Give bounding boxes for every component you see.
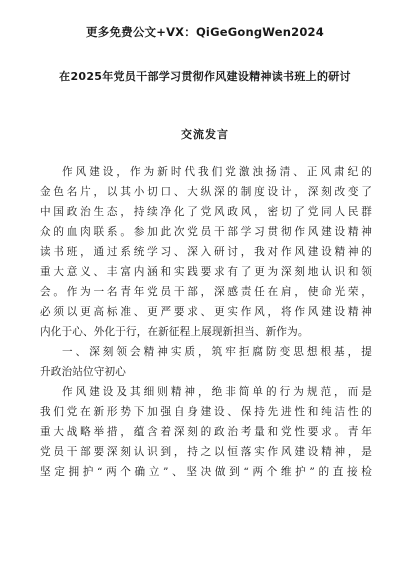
section-heading-line: 升政治站位守初心 (40, 366, 126, 378)
document-subtitle: 交流发言 (181, 128, 229, 141)
body-line: 重大战略举措，蕴含着深刻的政治考量和党性要求。青年 (40, 426, 372, 438)
body-line: 会。作为一名青年党员干部，深感责任在肩，使命光荣， (40, 286, 372, 298)
body-line: 内化于心、外化于行，在新征程上展现新担当、新作为。 (40, 326, 309, 338)
body-line: 金色名片，以其小切口、大纵深的制度设计，深刻改变了 (40, 186, 372, 198)
section-heading-line: 一、深刻领会精神实质，筑牢拒腐防变思想根基，提 (62, 346, 372, 358)
body-line: 重大意义、丰富内涵和实践要求有了更为深刻地认识和领 (40, 266, 372, 278)
body-line: 作风建设，作为新时代我们党激浊扬清、正风肃纪的 (62, 166, 372, 178)
header-note: 更多免费公文+VX：QiGeGongWen2024 (86, 25, 324, 39)
document-body (40, 162, 372, 482)
body-line: 众的血肉联系。参加此次党员干部学习贯彻作风建设精神 (40, 226, 372, 238)
body-line: 中国政治生态，持续净化了党风政风，密切了党同人民群 (40, 206, 372, 218)
body-line: 我们党在新形势下加强自身建设、保持先进性和纯洁性的 (40, 406, 372, 418)
body-line: 必须以更高标准、更严要求、更实作风，将作风建设精神 (40, 306, 372, 318)
body-line: 党员干部要深刻认识到，持之以恒落实作风建设精神，是 (40, 446, 372, 458)
body-line: 读书班，通过系统学习、深入研讨，我对作风建设精神的 (40, 246, 372, 258)
body-line: 坚定拥护“两个确立”、坚决做到“两个维护”的直接检 (40, 466, 372, 478)
document-title: 在2025年党员干部学习贯彻作风建设精神读书班上的研讨 (59, 70, 351, 83)
body-line: 作风建设及其细则精神，绝非简单的行为规范，而是 (62, 386, 372, 398)
